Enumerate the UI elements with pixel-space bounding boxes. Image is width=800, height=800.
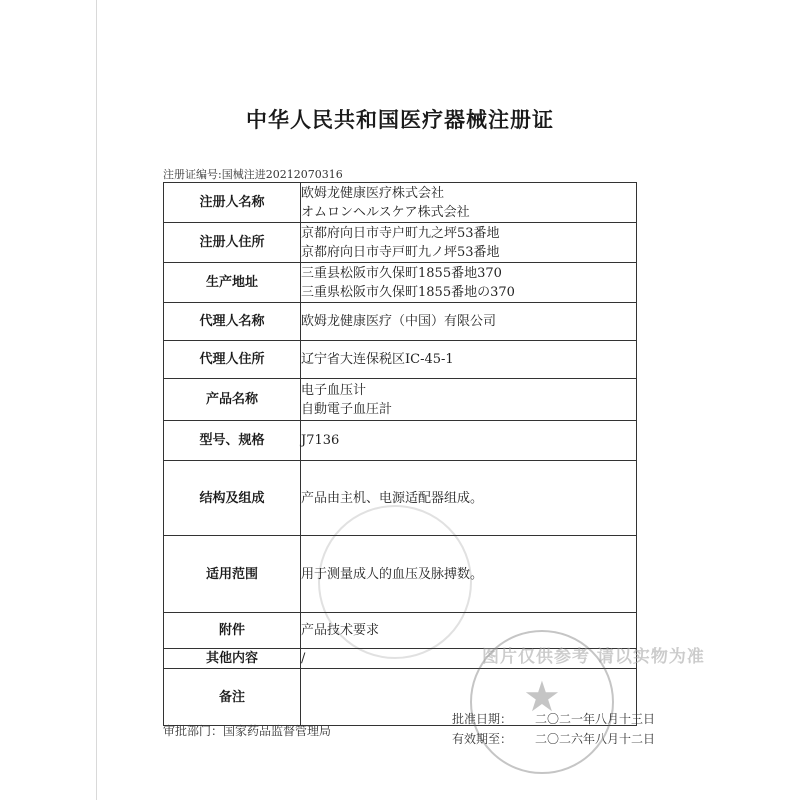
row-label: 产品名称 [164, 379, 301, 421]
row-value [301, 421, 637, 461]
row-label: 适用范围 [164, 536, 301, 613]
seal-star-icon: ★ [523, 672, 561, 721]
row-value [301, 536, 637, 613]
value-line: 产品技术要求 [301, 623, 380, 638]
value-line: 欧姆龙健康医疗株式会社 [301, 185, 445, 201]
valid-until-label: 有效期至： [452, 732, 513, 746]
row-label: 代理人住所 [164, 341, 301, 379]
row-label: 其他内容 [164, 649, 301, 669]
row-label: 备注 [164, 669, 301, 726]
table-row [164, 303, 637, 341]
value-line: 欧姆龙健康医疗（中国）有限公司 [301, 314, 497, 329]
value-line: 三重县松阪市久保町1855番地370 [301, 265, 502, 281]
row-label: 型号、规格 [164, 421, 301, 461]
row-value [301, 341, 637, 379]
row-value [301, 223, 637, 263]
document-title: 中华人民共和国医疗器械注册证 [246, 108, 554, 132]
table-row [164, 223, 637, 263]
value-line: 三重県松阪市久保町1855番地の370 [301, 284, 515, 300]
row-value [301, 379, 637, 421]
row-value [301, 303, 637, 341]
row-value [301, 263, 637, 303]
value-line: 辽宁省大连保税区IC-45-1 [301, 352, 454, 367]
row-label: 注册人住所 [164, 223, 301, 263]
value-line: 用于测量成人的血压及脉搏数。 [301, 566, 484, 582]
certificate-number: 注册证编号:国械注进20212070316 [163, 168, 343, 181]
table-row [164, 263, 637, 303]
watermark-text: 图片仅供参考 请以实物为准 [482, 647, 705, 667]
row-label: 注册人名称 [164, 183, 301, 223]
row-label: 代理人名称 [164, 303, 301, 341]
table-row [164, 379, 637, 421]
value-line: 京都府向日市寺户町九之坪53番地 [301, 225, 500, 241]
row-label: 附件 [164, 613, 301, 649]
approval-authority: 审批部门：国家药品监督管理局 [163, 724, 332, 738]
approval-date: 二〇二一年八月十三日 [535, 712, 656, 726]
table-row [164, 461, 637, 536]
valid-until-date: 二〇二六年八月十二日 [535, 732, 656, 746]
value-line: 电子血压计 [301, 382, 367, 398]
value-line: / [301, 651, 306, 666]
row-label: 生产地址 [164, 263, 301, 303]
table-row [164, 421, 637, 461]
table-row [164, 536, 637, 613]
value-line: J7136 [301, 433, 340, 448]
table-row [164, 341, 637, 379]
row-value [301, 183, 637, 223]
value-line: 自動電子血圧計 [301, 401, 393, 417]
approval-date-label: 批准日期： [452, 712, 513, 726]
value-line: オムロンヘルスケア株式会社 [301, 204, 470, 220]
row-label: 结构及组成 [164, 461, 301, 536]
value-line: 京都府向日市寺戸町九ノ坪53番地 [301, 244, 500, 260]
table-row [164, 183, 637, 223]
row-value [301, 461, 637, 536]
value-line: 产品由主机、电源适配器组成。 [301, 490, 484, 506]
